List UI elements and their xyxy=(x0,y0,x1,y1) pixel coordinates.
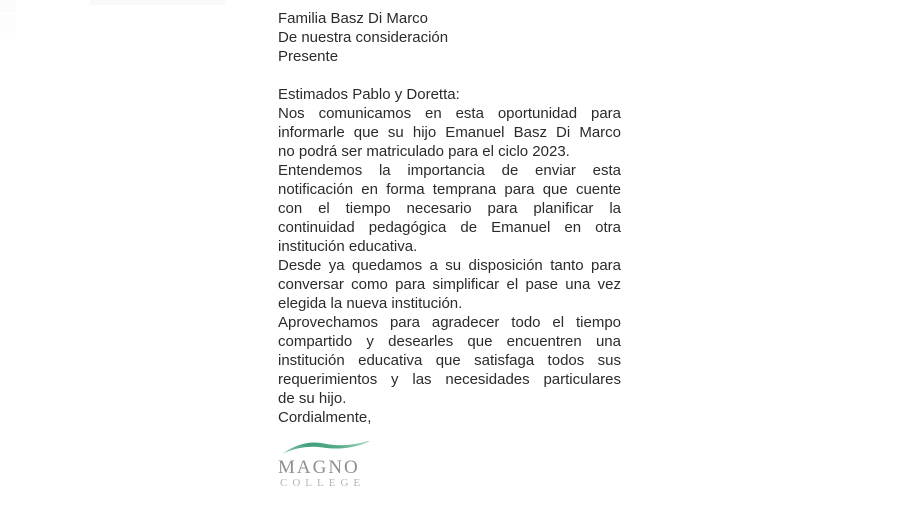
recipient-line: Presente xyxy=(278,48,339,65)
paragraph-line: de su hijo. xyxy=(278,390,347,407)
paragraph-line: Entendemos la importancia de enviar esta xyxy=(278,162,621,179)
logo-subtitle: COLLEGE xyxy=(280,477,366,489)
recipient-line: De nuestra consideración xyxy=(278,29,449,46)
paragraph-line: notificación en forma temprana para que cuente xyxy=(278,181,621,198)
paragraph-line: requerimientos y las necesidades particulares xyxy=(278,371,621,388)
paragraph-line: con el tiempo necesario para planificar la xyxy=(278,200,621,217)
paragraph-line: elegida la nueva institución. xyxy=(278,295,463,312)
logo-swoosh-icon xyxy=(278,437,370,459)
recipient-line: Familia Basz Di Marco xyxy=(278,10,429,27)
paragraph-line: institución educativa. xyxy=(278,238,418,255)
paragraph-line: conversar como para simplificar el pase una vez xyxy=(278,276,621,293)
magno-college-logo xyxy=(278,437,370,489)
paragraph-line: compartido y desearles que encuentren una xyxy=(278,333,621,350)
paragraph-line: Aprovechamos para agradecer todo el tiempo xyxy=(278,314,621,331)
closing: Cordialmente, xyxy=(278,409,372,426)
spacer xyxy=(278,66,621,85)
paragraph-line: Desde ya quedamos a su disposición tanto para xyxy=(278,257,621,274)
paragraph-line: no podrá ser matriculado para el ciclo 2023. xyxy=(278,143,570,160)
letter-body xyxy=(278,9,621,427)
paragraph-line: institución educativa que satisfaga todos sus xyxy=(278,352,621,369)
scan-artifact-corner xyxy=(0,0,16,12)
scan-artifact-bar xyxy=(90,0,225,5)
scan-artifact-corner xyxy=(0,15,16,33)
logo-title: MAGNO xyxy=(278,457,360,478)
salutation: Estimados Pablo y Doretta: xyxy=(278,86,460,103)
paragraph-line: continuidad pedagógica de Emanuel en otra xyxy=(278,219,621,236)
paragraph-line: informarle que su hijo Emanuel Basz Di Marco xyxy=(278,124,621,141)
paragraph-line: Nos comunicamos en esta oportunidad para xyxy=(278,105,621,122)
